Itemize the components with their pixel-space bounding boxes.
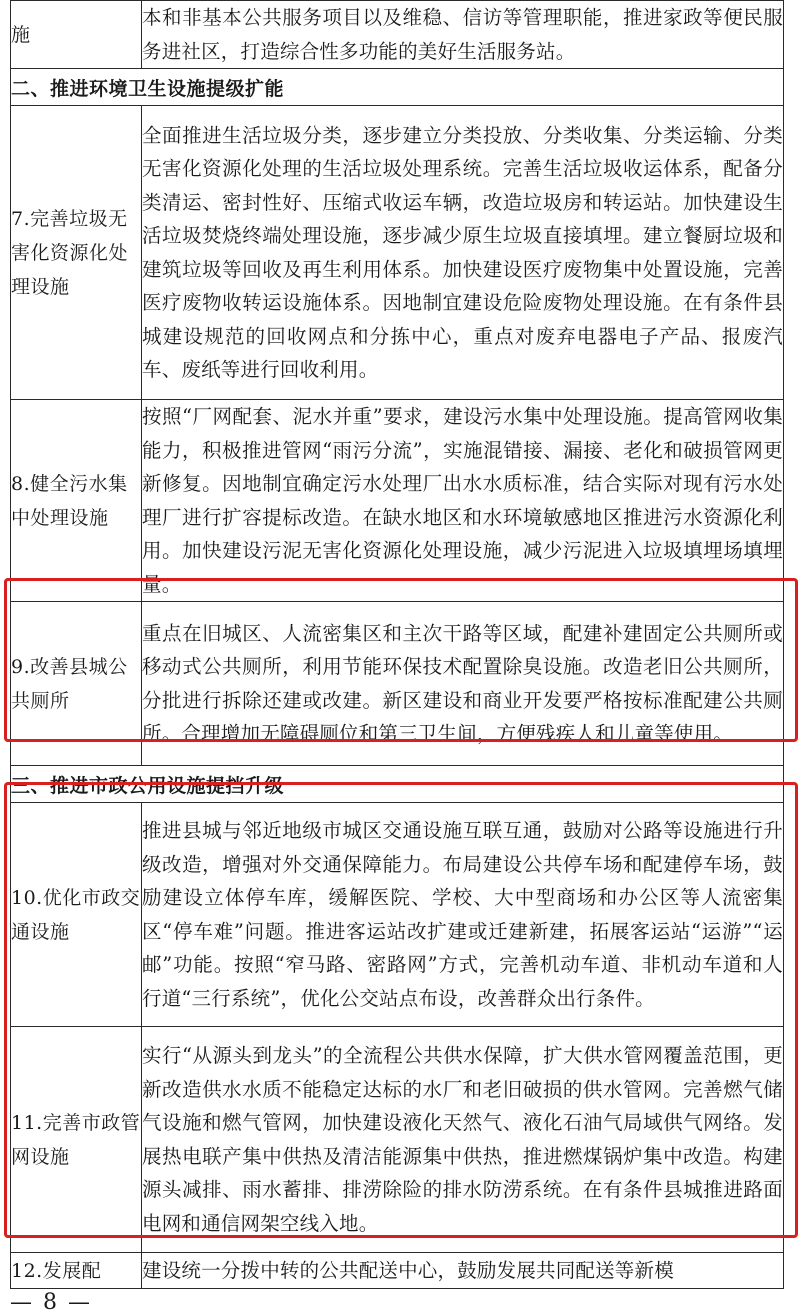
section-heading-row xyxy=(11,69,784,106)
row-label: 9.改善县城公共厕所 xyxy=(11,602,142,766)
row-label: 12.发展配 xyxy=(11,1253,142,1289)
table-row xyxy=(11,803,784,1027)
section-heading: 三、推进市政公用设施提挡升级 xyxy=(11,766,784,803)
row-content: 实行“从源头到龙头”的全流程公共供水保障，扩大供水管网覆盖范围，更新改造供水水质不能稳定达标的水厂和老旧破损的供水管网。完善燃气储气设施和燃气管网，加快建设液化天然气、液化石油气局域供气网络。发展热电联产集中供热及清洁能源集中供热，推进燃煤锅炉集中改造。构建源头减排、雨水蓄排、排涝除险的排水防涝系统。在有条件县城推进路面电网和通信网架空线入地。 xyxy=(142,1027,784,1253)
table-row xyxy=(11,400,784,602)
row-content: 全面推进生活垃圾分类，逐步建立分类投放、分类收集、分类运输、分类无害化资源化处理的生活垃圾处理系统。完善生活垃圾收运体系，配备分类清运、密封性好、压缩式收运车辆，改造垃圾房和转运站。加快建设生活垃圾焚烧终端处理设施，逐步减少原生垃圾直接填埋。建立餐厨垃圾和建筑垃圾等回收及再生利用体系。加快建设医疗废物集中处置设施，完善医疗废物收转运设施体系。因地制宜建设危险废物处理设施。在有条件县城建设规范的回收网点和分拣中心，重点对废弃电器电子产品、报废汽车、废纸等进行回收利用。 xyxy=(142,106,784,400)
plan-table xyxy=(10,0,784,1289)
row-content: 重点在旧城区、人流密集区和主次干路等区域，配建补建固定公共厕所或移动式公共厕所，利用节能环保技术配置除臭设施。改造老旧公共厕所，分批进行拆除还建或改建。新区建设和商业开发要严格按标准配建公共厕所。合理增加无障碍厕位和第三卫生间，方便残疾人和儿童等使用。 xyxy=(142,602,784,766)
row-content: 本和非基本公共服务项目以及维稳、信访等管理职能，推进家政等便民服务进社区，打造综合性多功能的美好生活服务站。 xyxy=(142,1,784,69)
table-row xyxy=(11,106,784,400)
row-content: 建设统一分拨中转的公共配送中心，鼓励发展共同配送等新模 xyxy=(142,1253,784,1289)
row-label: 7.完善垃圾无害化资源化处理设施 xyxy=(11,106,142,400)
table-row xyxy=(11,602,784,766)
section-heading-row xyxy=(11,766,784,803)
section-heading: 二、推进环境卫生设施提级扩能 xyxy=(11,69,784,106)
row-content: 按照“厂网配套、泥水并重”要求，建设污水集中处理设施。提高管网收集能力，积极推进管网“雨污分流”，实施混错接、漏接、老化和破损管网更新修复。因地制宜确定污水处理厂出水水质标准，结合实际对现有污水处理厂进行扩容提标改造。在缺水地区和水环境敏感地区推进污水资源化利用。加快建设污泥无害化资源化处理设施，减少污泥进入垃圾填埋场填埋量。 xyxy=(142,400,784,602)
page-number: — 8 — xyxy=(10,1290,92,1315)
row-label: 11.完善市政管网设施 xyxy=(11,1027,142,1253)
table-row xyxy=(11,1027,784,1253)
table-row xyxy=(11,1253,784,1289)
table-row xyxy=(11,1,784,69)
row-label: 10.优化市政交通设施 xyxy=(11,803,142,1027)
row-label: 施 xyxy=(11,1,142,69)
row-label: 8.健全污水集中处理设施 xyxy=(11,400,142,602)
row-content: 推进县城与邻近地级市城区交通设施互联互通，鼓励对公路等设施进行升级改造，增强对外交通保障能力。布局建设公共停车场和配建停车场，鼓励建设立体停车库，缓解医院、学校、大中型商场和办公区等人流密集区“停车难”问题。推进客运站改扩建或迁建新建，拓展客运站“运游”“运邮”功能。按照“窄马路、密路网”方式，完善机动车道、非机动车道和人行道“三行系统”，优化公交站点布设，改善群众出行条件。 xyxy=(142,803,784,1027)
